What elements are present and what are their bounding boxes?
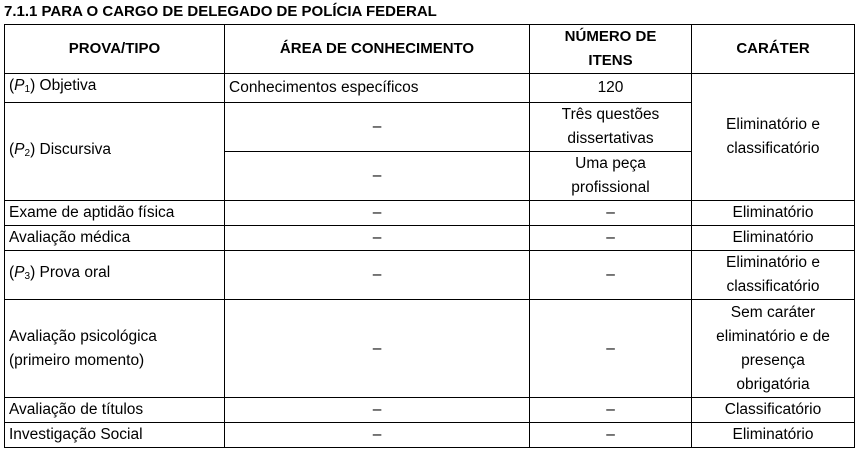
prova-label: ) Prova oral (30, 264, 111, 281)
paren-open: ( (9, 264, 15, 281)
header-carater: CARÁTER (692, 25, 855, 74)
row-p1-prova (5, 74, 225, 103)
row-p3-area: – (225, 251, 530, 300)
carater-line1: Eliminatório e (726, 254, 820, 271)
header-numero (530, 25, 692, 74)
prova-subscript: 2 (24, 147, 31, 159)
prova-line2: (primeiro momento) (9, 351, 145, 369)
row-social-carater: Eliminatório (692, 423, 855, 448)
row-psicologica-carater (692, 300, 855, 398)
table-row (5, 74, 855, 103)
row-aptidao-area: – (225, 201, 530, 226)
table-row (5, 423, 855, 448)
row-psicologica-prova (5, 300, 225, 398)
header-numero-line2: ITENS (588, 52, 633, 69)
table-row (5, 226, 855, 251)
row-p2a-area: – (225, 103, 530, 152)
carater-line2: eliminatório e de (716, 327, 830, 345)
table-row (5, 201, 855, 226)
row-social-prova: Investigação Social (5, 423, 225, 448)
row-p3-prova (5, 251, 225, 300)
prova-letter: P (14, 264, 25, 281)
header-numero-line1: NÚMERO DE (564, 28, 657, 45)
row-titulos-itens: – (530, 398, 692, 423)
itens-line1: Três questões (561, 106, 660, 123)
row-p2b-area: – (225, 152, 530, 201)
carater-line2: classificatório (726, 278, 820, 295)
row-p3-carater (692, 251, 855, 300)
row-p3-itens: – (530, 251, 692, 300)
row-psicologica-area: – (225, 300, 530, 398)
table-row (5, 398, 855, 423)
row-p1-p2-carater (692, 74, 855, 201)
row-p1-area: Conhecimentos específicos (225, 74, 530, 103)
prova-subscript: 1 (24, 84, 31, 95)
paren-open: ( (9, 77, 15, 94)
carater-line2: classificatório (726, 140, 820, 157)
row-medica-carater: Eliminatório (692, 226, 855, 251)
prova-line1: Avaliação psicológica (9, 327, 157, 345)
row-titulos-area: – (225, 398, 530, 423)
row-medica-prova: Avaliação médica (5, 226, 225, 251)
row-p2a-itens (530, 103, 692, 152)
table-row (5, 300, 855, 398)
prova-label: ) Discursiva (30, 140, 112, 158)
row-p1-itens: 120 (530, 74, 692, 103)
header-prova: PROVA/TIPO (5, 25, 225, 74)
row-aptidao-carater: Eliminatório (692, 201, 855, 226)
paren-open: ( (9, 140, 15, 158)
itens-line2: profissional (571, 179, 650, 196)
carater-line3: presença (741, 351, 805, 369)
prova-letter: P (14, 140, 25, 158)
row-medica-area: – (225, 226, 530, 251)
row-aptidao-prova: Exame de aptidão física (5, 201, 225, 226)
prova-subscript: 3 (24, 271, 31, 282)
prova-letter: P (14, 77, 25, 94)
header-area: ÁREA DE CONHECIMENTO (225, 25, 530, 74)
table-header-row (5, 25, 855, 74)
carater-line1: Sem caráter (730, 303, 816, 321)
prova-label: ) Objetiva (30, 77, 97, 94)
row-aptidao-itens: – (530, 201, 692, 226)
itens-line1: Uma peça (575, 155, 646, 172)
row-medica-itens: – (530, 226, 692, 251)
row-social-itens: – (530, 423, 692, 448)
row-titulos-prova: Avaliação de títulos (5, 398, 225, 423)
carater-line1: Eliminatório e (726, 116, 820, 133)
row-titulos-carater: Classificatório (692, 398, 855, 423)
row-psicologica-itens: – (530, 300, 692, 398)
exam-table (4, 24, 855, 448)
section-heading: 7.1.1 PARA O CARGO DE DELEGADO DE POLÍCIA FEDERAL (4, 3, 437, 20)
carater-line4: obrigatória (736, 375, 810, 393)
itens-line2: dissertativas (567, 130, 654, 147)
row-p2-prova (5, 103, 225, 201)
row-social-area: – (225, 423, 530, 448)
table-row (5, 251, 855, 300)
row-p2b-itens (530, 152, 692, 201)
